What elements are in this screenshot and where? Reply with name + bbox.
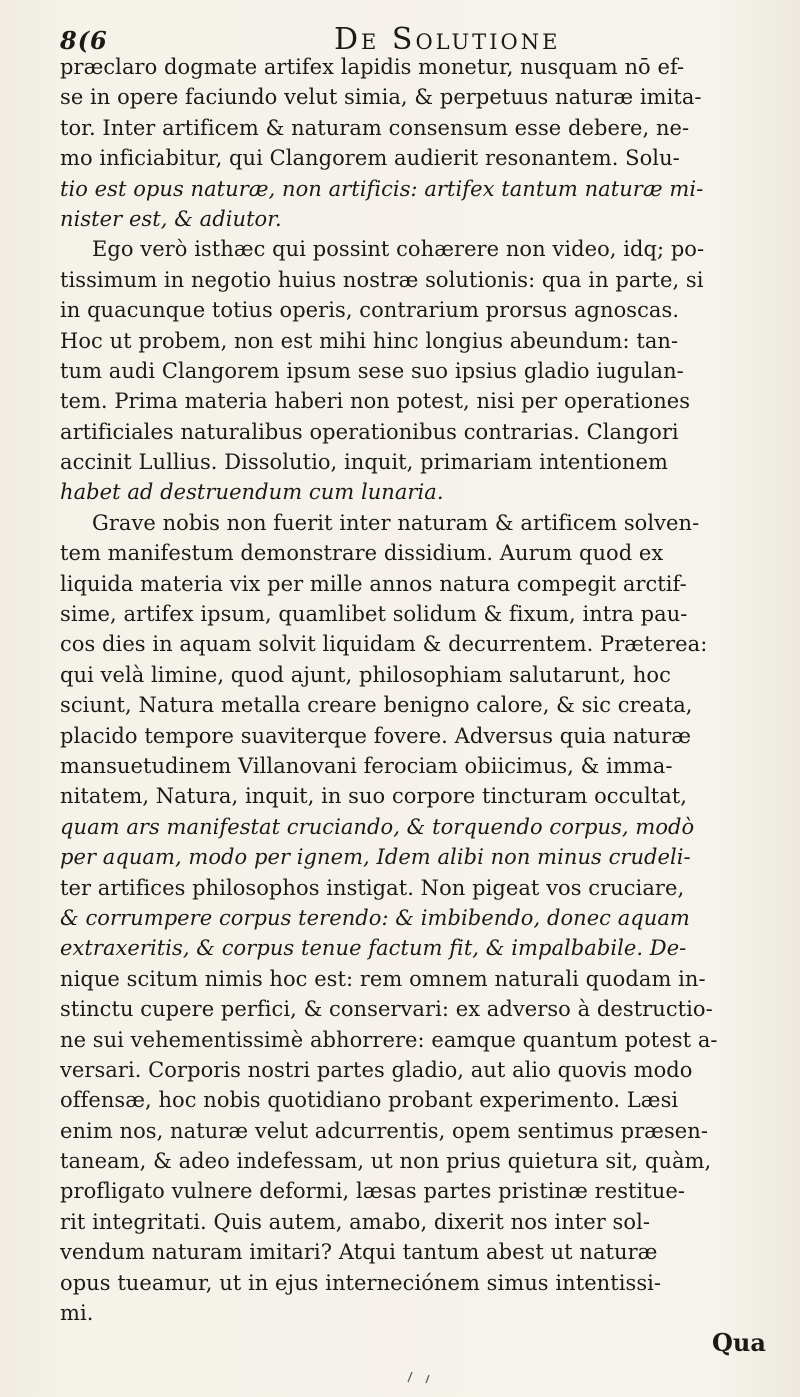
text-line: tor. Inter artificem & naturam consensum esse debere, ne- bbox=[60, 115, 690, 140]
text-line: vendum naturam imitari? Atqui tantum abest ut naturæ bbox=[60, 1240, 658, 1265]
text-line: habet ad destruendum cum lunaria. bbox=[60, 480, 444, 505]
catchword: Qua bbox=[712, 1328, 766, 1357]
text-line: tem manifestum demonstrare dissidium. Aurum quod ex bbox=[60, 541, 664, 566]
text-line: placido tempore suaviterque fovere. Adversus quia naturæ bbox=[60, 723, 691, 748]
text-line: per aquam, modo per ignem, Idem alibi non minus crudeli- bbox=[60, 845, 691, 870]
text-line: tissimum in negotio huius nostræ solutionis: qua in parte, si bbox=[60, 267, 704, 292]
text-line: ne sui vehementissimè abhorrere: eamque quantum potest a- bbox=[60, 1027, 718, 1052]
text-line: mo inficiabitur, qui Clangorem audierit resonantem. Solu- bbox=[60, 146, 680, 171]
text-line: tio est opus naturæ, non artificis: artifex tantum naturæ mi- bbox=[60, 176, 704, 201]
text-line: in quacunque totius operis, contrarium prorsus agnoscas. bbox=[60, 298, 680, 323]
text-line: sime, artifex ipsum, quamlibet solidum & fixum, intra pau- bbox=[60, 602, 688, 627]
text-line: quam ars manifestat cruciando, & torquendo corpus, modò bbox=[60, 814, 695, 839]
text-line: sciunt, Natura metalla creare benigno calore, & sic creata, bbox=[60, 693, 693, 718]
text-line: stinctu cupere perfici, & conservari: ex adverso à destructio- bbox=[60, 997, 713, 1022]
text-line: Ego verò isthæc qui possint cohærere non video, idq; po- bbox=[92, 237, 705, 262]
text-line: tum audi Clangorem ipsum sese suo ipsius gladio iugulan- bbox=[60, 358, 684, 383]
body-text bbox=[60, 52, 768, 1328]
text-line: qui velà limine, quod ajunt, philosophiam salutarunt, hoc bbox=[60, 662, 671, 687]
text-line: cos dies in aquam solvit liquidam & decurrentem. Præterea: bbox=[60, 632, 708, 657]
text-line: liquida materia vix per mille annos natura compegit arctif- bbox=[60, 571, 687, 596]
text-line: enim nos, naturæ velut adcurrentis, opem sentimus præsen- bbox=[60, 1118, 708, 1143]
text-line: tem. Prima materia haberi non potest, nisi per operationes bbox=[60, 389, 691, 414]
text-line: nister est, & adiutor. bbox=[60, 206, 282, 231]
ink-mark bbox=[404, 1370, 464, 1384]
running-title: De Solutione bbox=[334, 22, 561, 57]
text-line: & corrumpere corpus terendo: & imbibendo, donec aquam bbox=[60, 905, 690, 930]
text-line: offensæ, hoc nobis quotidiano probant experimento. Læsi bbox=[60, 1088, 679, 1113]
text-line: profligato vulnere deformi, læsas partes pristinæ restitue- bbox=[60, 1179, 685, 1204]
page-number: 8(6 bbox=[60, 26, 108, 55]
text-line: nique scitum nimis hoc est: rem omnem naturali quodam in- bbox=[60, 966, 706, 991]
text-line: Grave nobis non fuerit inter naturam & artificem solven- bbox=[92, 510, 700, 535]
text-line: versari. Corporis nostri partes gladio, aut alio quovis modo bbox=[60, 1057, 693, 1082]
text-line: extraxeritis, & corpus tenue factum fit, & impalbabile. De- bbox=[60, 936, 687, 961]
text-line: nitatem, Natura, inquit, in suo corpore tincturam occultat, bbox=[60, 784, 688, 809]
text-line: opus tueamur, ut in ejus interneciónem simus intentissi- bbox=[60, 1270, 662, 1295]
text-line: ter artifices philosophos instigat. Non pigeat vos cruciare, bbox=[60, 875, 685, 900]
text-line: artificiales naturalibus operationibus contrarias. Clangori bbox=[60, 419, 679, 444]
text-line: accinit Lullius. Dissolutio, inquit, primariam intentionem bbox=[60, 450, 668, 475]
text-line: mansuetudinem Villanovani ferociam obiicimus, & imma- bbox=[60, 753, 673, 778]
text-line: se in opere faciundo velut simia, & perpetuus naturæ imita- bbox=[60, 85, 702, 110]
text-line: rit integritati. Quis autem, amabo, dixerit nos inter sol- bbox=[60, 1209, 650, 1234]
text-line: taneam, & adeo indefessam, ut non prius quietura sit, quàm, bbox=[60, 1149, 712, 1174]
text-line: Hoc ut probem, non est mihi hinc longius abeundum: tan- bbox=[60, 328, 679, 353]
text-line: præclaro dogmate artifex lapidis monetur, nusquam nō ef- bbox=[60, 55, 685, 79]
text-line: mi. bbox=[60, 1301, 94, 1326]
